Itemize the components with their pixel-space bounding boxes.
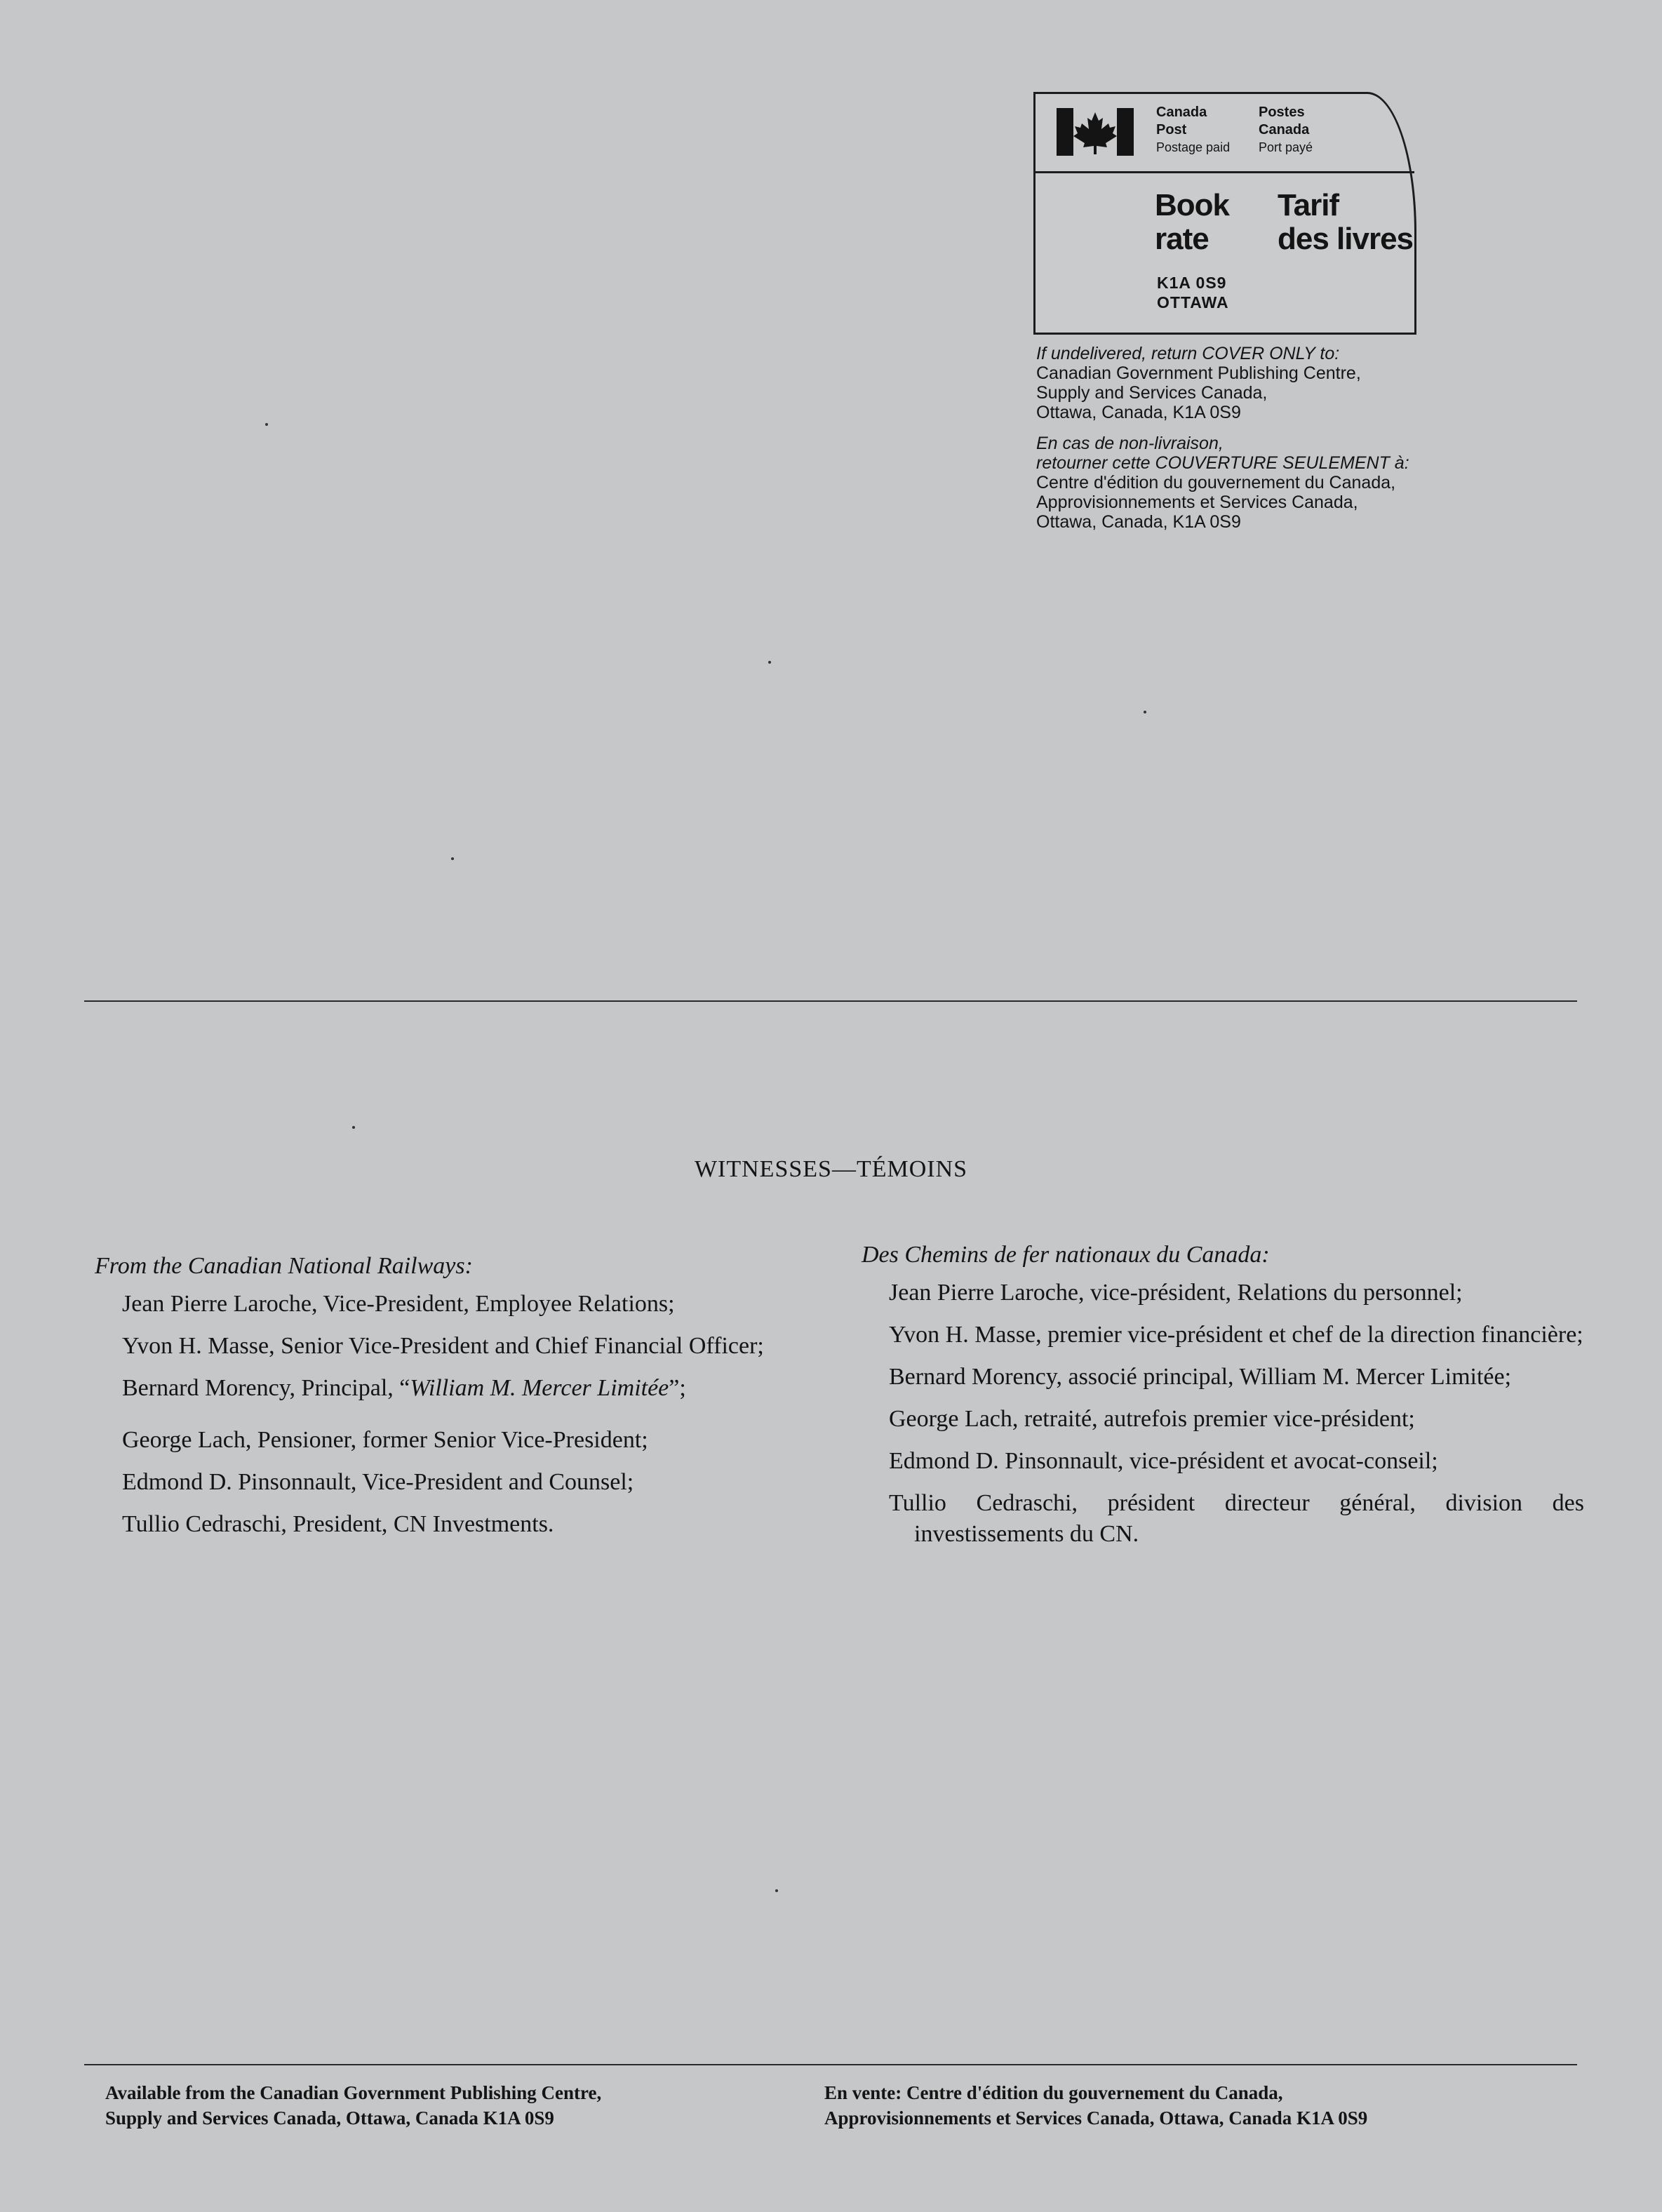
postal-code: K1A 0S9 [1157, 274, 1227, 292]
witness-fr-pinsonnault: Edmond D. Pinsonnault, vice-président et avocat-conseil; [889, 1448, 1438, 1474]
post-fr-line1: Postes [1259, 105, 1305, 120]
return-fr-line5: Ottawa, Canada, K1A 0S9 [1036, 512, 1241, 532]
witnesses-french-column [862, 1240, 1584, 1561]
witness-en-morency-post: ”; [669, 1375, 686, 1401]
top-divider [84, 1000, 1577, 1002]
footer-en-line2: Supply and Services Canada, Ottawa, Canada K1A 0S9 [105, 2107, 554, 2129]
post-fr-line3: Port payé [1259, 140, 1313, 154]
tarif-livres-label [1278, 189, 1413, 256]
paper-speck [768, 661, 771, 664]
witness-en-morency [95, 1373, 831, 1404]
return-fr-line3: Centre d'édition du gouvernement du Canada, [1036, 473, 1396, 492]
witnesses-fr-intro: Des Chemins de fer nationaux du Canada: [862, 1242, 1270, 1268]
paper-speck [451, 857, 454, 860]
return-fr-line4: Approvisionnements et Services Canada, [1036, 492, 1358, 512]
rate-fr-line1: Tarif [1278, 188, 1339, 222]
footer-fr-line1: En vente: Centre d'édition du gouvernement du Canada, [824, 2082, 1283, 2103]
footer-english [105, 2080, 807, 2131]
post-en-line3: Postage paid [1156, 140, 1231, 154]
witnesses-english-column [95, 1251, 831, 1551]
return-en-line3: Supply and Services Canada, [1036, 383, 1268, 403]
post-fr-line2: Canada [1259, 122, 1310, 138]
rate-en-line1: Book [1155, 188, 1229, 222]
witnesses-en-list [95, 1289, 831, 1540]
return-fr-line1: En cas de non-livraison, [1036, 434, 1224, 453]
footer-french [824, 2080, 1568, 2131]
return-en-line4: Ottawa, Canada, K1A 0S9 [1036, 403, 1241, 422]
witness-en-pinsonnault: Edmond D. Pinsonnault, Vice-President and Counsel; [122, 1469, 634, 1495]
paper-speck [265, 423, 268, 426]
witnesses-heading: WITNESSES—TÉMOINS [694, 1156, 968, 1182]
rate-en-line2: rate [1155, 222, 1209, 256]
return-address [1036, 344, 1527, 532]
footer-fr-line2: Approvisionnements et Services Canada, Ottawa, Canada K1A 0S9 [824, 2107, 1368, 2129]
return-en-line1: If undelivered, return COVER ONLY to: [1036, 344, 1340, 363]
witness-en-lach: George Lach, Pensioner, former Senior Vice-President; [122, 1427, 648, 1453]
witness-fr-morency: Bernard Morency, associé principal, William M. Mercer Limitée; [889, 1364, 1512, 1390]
witness-en-morency-firm: William M. Mercer Limitée [410, 1375, 669, 1401]
witness-en-morency-pre: Bernard Morency, Principal, “ [122, 1375, 410, 1401]
footer-en-line1: Available from the Canadian Government Publishing Centre, [105, 2082, 602, 2103]
canada-post-label [1156, 104, 1230, 156]
witness-fr-cedraschi: Tullio Cedraschi, président directeur général, division des investissements du CN. [889, 1490, 1584, 1547]
witness-fr-lach: George Lach, retraité, autrefois premier vice-président; [889, 1406, 1415, 1432]
witness-en-masse: Yvon H. Masse, Senior Vice-President and Chief Financial Officer; [122, 1333, 764, 1359]
canada-flag-icon [1057, 108, 1134, 156]
witness-en-cedraschi: Tullio Cedraschi, President, CN Investments. [122, 1511, 554, 1537]
bottom-divider [84, 2064, 1577, 2065]
book-rate-label [1155, 189, 1229, 256]
witness-en-laroche: Jean Pierre Laroche, Vice-President, Employee Relations; [122, 1291, 675, 1317]
rate-fr-line2: des livres [1278, 222, 1414, 256]
postal-code-block [1157, 273, 1229, 312]
witness-fr-masse: Yvon H. Masse, premier vice-président et chef de la direction financière; [889, 1322, 1583, 1348]
postes-canada-label [1259, 104, 1313, 156]
postal-city: OTTAWA [1157, 293, 1229, 311]
paper-speck [775, 1889, 778, 1892]
witness-fr-laroche: Jean Pierre Laroche, vice-président, Relations du personnel; [889, 1280, 1463, 1306]
witnesses-en-intro: From the Canadian National Railways: [95, 1253, 473, 1279]
witnesses-fr-list [862, 1278, 1584, 1550]
post-en-line2: Post [1156, 122, 1187, 138]
postage-indicia [1033, 92, 1416, 335]
paper-speck [352, 1126, 355, 1129]
paper-speck [1144, 711, 1146, 713]
return-fr-line2: retourner cette COUVERTURE SEULEMENT à: [1036, 453, 1409, 473]
post-en-line1: Canada [1156, 105, 1207, 120]
return-en-line2: Canadian Government Publishing Centre, [1036, 363, 1361, 383]
indicia-header [1036, 94, 1414, 173]
